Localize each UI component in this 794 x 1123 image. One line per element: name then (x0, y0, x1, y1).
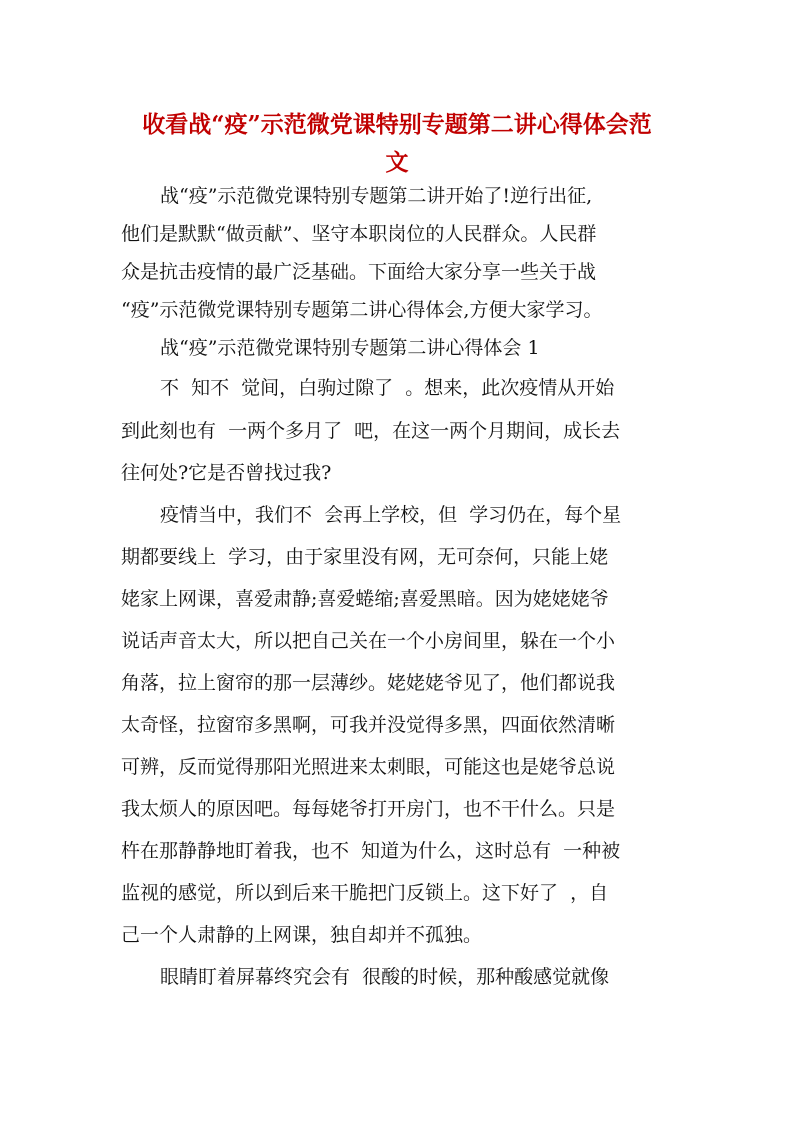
intro-line-3: 众是抗击疫情的最广泛基础。下面给大家分享一些关于战 (121, 261, 597, 283)
body-line: 杵在那静静地盯着我，也不 知道为什么，这时总有 一种被 (121, 840, 621, 862)
intro-line-1: 战“疫”示范微党课特别专题第二讲开始了!逆行出征, (160, 185, 593, 207)
intro-line-4: “疫”示范微党课特别专题第二讲心得体会,方便大家学习。 (121, 299, 603, 321)
body-line: 不 知不 觉间，白驹过隙了 。想来，此次疫情从开始 (160, 377, 615, 399)
body-line: 姥家上网课，喜爱肃静;喜爱蜷缩;喜爱黑暗。因为姥姥姥爷 (121, 588, 609, 610)
body-line: 到此刻也有 一两个多月了 吧，在这一两个月期间，成长去 (121, 420, 621, 442)
body-line: 疫情当中，我们不 会再上学校，但 学习仍在，每个星 (160, 504, 622, 526)
body-line: 说话声音太大，所以把自己关在一个小房间里，躲在一个小 (121, 630, 616, 652)
body-line: 己一个人肃静的上网课，独自却并不孤独。 (121, 924, 483, 946)
body-line: 太奇怪，拉窗帘多黑啊，可我并没觉得多黑，四面依然清晰 (121, 714, 616, 736)
body-line: 监视的感觉，所以到后来干脆把门反锁上。这下好了 ，自 (121, 882, 609, 904)
document-title-line-2: 文 (385, 149, 409, 176)
body-line: 眼睛盯着屏幕终究会有 很酸的时候，那种酸感觉就像 (160, 966, 610, 988)
body-line: 往何处?它是否曾找过我? (121, 462, 332, 484)
intro-line-2: 他们是默默“做贡献”、坚守本职岗位的人民群众。人民群 (121, 223, 597, 245)
body-line: 我太烦人的原因吧。每每姥爷打开房门，也不干什么。只是 (121, 798, 616, 820)
body-line: 可辨，反而觉得那阳光照进来太刺眼，可能这也是姥爷总说 (121, 756, 616, 778)
body-line: 期都要线上 学习，由于家里没有网，无可奈何，只能上姥 (121, 546, 609, 568)
section-heading: 战“疫”示范微党课特别专题第二讲心得体会 1 (160, 337, 540, 359)
body-line: 角落，拉上窗帘的那一层薄纱。姥姥姥爷见了，他们都说我 (121, 672, 616, 694)
document-title-line-1: 收看战“疫”示范微党课特别专题第二讲心得体会范 (142, 111, 652, 138)
